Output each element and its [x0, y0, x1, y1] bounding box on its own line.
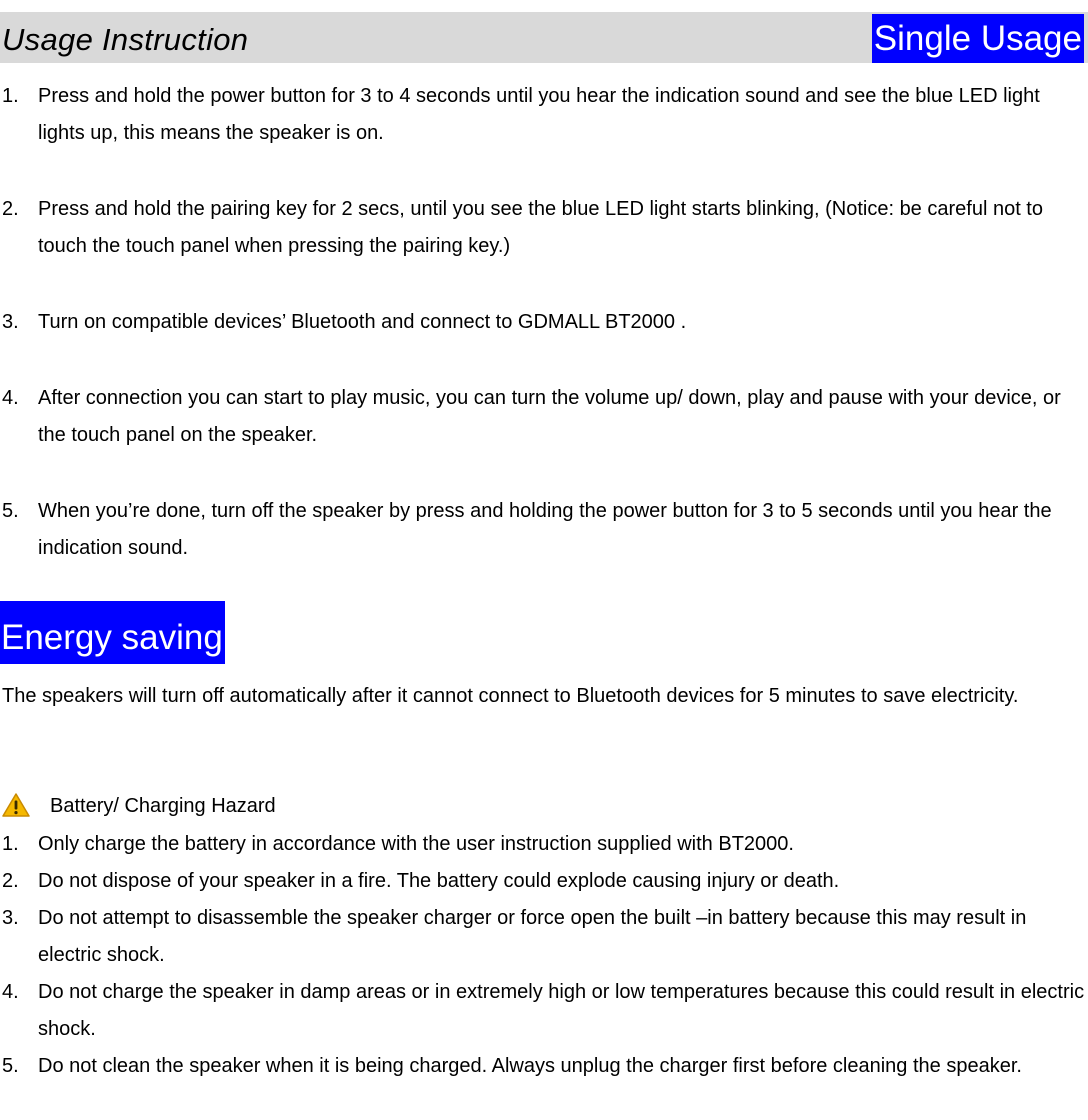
spacer — [0, 454, 1088, 493]
item-number: 1. — [2, 833, 19, 855]
step-number: 1. — [2, 85, 19, 107]
list-item — [0, 380, 1088, 454]
step-number: 3. — [2, 311, 19, 333]
usage-steps-list — [0, 78, 1088, 567]
list-item — [0, 78, 1088, 152]
item-number: 2. — [2, 870, 19, 892]
hazard-title: Battery/ Charging Hazard — [50, 795, 276, 817]
step-text: When you’re done, turn off the speaker by press and holding the power button for 3 to 5 seconds until you hear the indication sound. — [38, 500, 1052, 559]
list-item — [0, 493, 1088, 567]
step-number: 4. — [2, 387, 19, 409]
single-usage-heading: Single Usage — [872, 14, 1084, 63]
page-title: Usage Instruction — [2, 22, 249, 57]
step-number: 5. — [2, 500, 19, 522]
step-text: Press and hold the pairing key for 2 secs, until you see the blue LED light starts blinking, (Notice: be careful not to touch the touch panel when pressing the pairing key.) — [38, 198, 1043, 257]
list-item — [0, 900, 1088, 974]
list-item — [0, 1048, 1088, 1085]
item-text: Do not dispose of your speaker in a fire. The battery could explode causing injury or death. — [38, 870, 840, 892]
warning-icon — [2, 793, 30, 817]
spacer — [0, 341, 1088, 380]
list-item — [0, 826, 1088, 863]
step-number: 2. — [2, 198, 19, 220]
item-text: Only charge the battery in accordance with the user instruction supplied with BT2000. — [38, 833, 794, 855]
energy-saving-heading: Energy saving — [0, 601, 225, 664]
step-text: After connection you can start to play music, you can turn the volume up/ down, play and pause with your device, or the touch panel on the speaker. — [38, 387, 1061, 446]
list-item — [0, 304, 1088, 341]
energy-saving-text: The speakers will turn off automatically after it cannot connect to Bluetooth devices for 5 minutes to save electricity. — [2, 685, 1019, 707]
item-number: 3. — [2, 907, 19, 929]
list-item — [0, 191, 1088, 265]
item-number: 4. — [2, 981, 19, 1003]
item-text: Do not clean the speaker when it is being charged. Always unplug the charger first before cleaning the speaker. — [38, 1055, 1022, 1077]
list-item — [0, 974, 1088, 1048]
item-text: Do not attempt to disassemble the speaker charger or force open the built –in battery because this may result in electric shock. — [38, 907, 1027, 966]
hazard-list — [0, 826, 1088, 1085]
step-text: Press and hold the power button for 3 to 4 seconds until you hear the indication sound and see the blue LED light lights up, this means the speaker is on. — [38, 85, 1040, 144]
spacer — [0, 152, 1088, 191]
spacer — [0, 265, 1088, 304]
step-text: Turn on compatible devices’ Bluetooth and connect to GDMALL BT2000 . — [38, 311, 687, 333]
item-text: Do not charge the speaker in damp areas or in extremely high or low temperatures because this could result in electric shock. — [38, 981, 1085, 1040]
list-item — [0, 863, 1088, 900]
item-number: 5. — [2, 1055, 19, 1077]
